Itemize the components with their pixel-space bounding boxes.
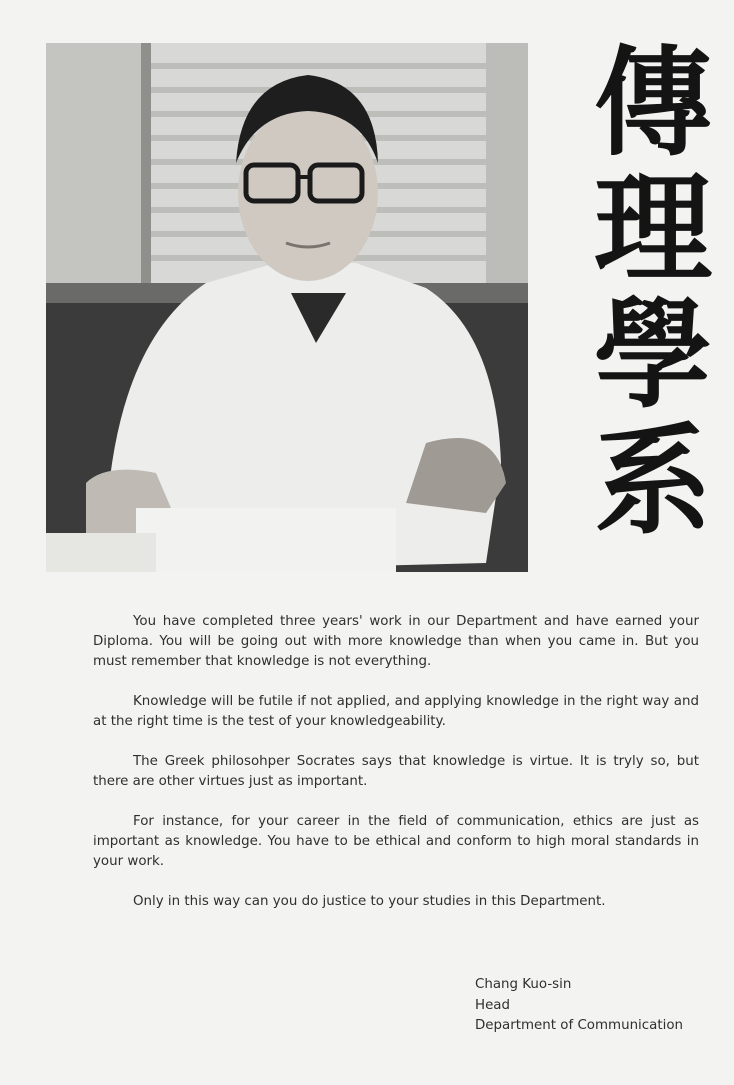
letter-paragraph: You have completed three years' work in our Department and have earned your Diploma. You will be going out with more knowledge than when you came in. But you must remember that knowledge is not everything. (93, 614, 699, 669)
calligraphy-char: 系 (593, 411, 712, 550)
calligraphy-char: 學 (593, 285, 712, 424)
letter-paragraph: Only in this way can you do justice to your studies in this Department. (133, 894, 606, 909)
calligraphy-char: 傳 (593, 33, 712, 172)
signature-name: Chang Kuo-sin (475, 977, 572, 992)
signature-department: Department of Communication (475, 1018, 683, 1033)
letter-body (93, 612, 699, 912)
letter-paragraph: Knowledge will be futile if not applied, and applying knowledge in the right way and at the right time is the test of your knowledgeability. (93, 694, 699, 729)
signature-position: Head (475, 997, 511, 1013)
letter-paragraph: For instance, for your career in the field of communication, ethics are just as important as knowledge. You have to be ethical and conform to high moral standards in your work. (93, 814, 699, 869)
portrait-photo (46, 43, 528, 572)
calligraphy-char: 理 (593, 159, 712, 298)
calligraphy-title (578, 33, 728, 550)
signature-block (475, 975, 683, 1037)
letter-paragraph: The Greek philosohper Socrates says that knowledge is virtue. It is tryly so, but there are other virtues just as important. (93, 754, 699, 789)
